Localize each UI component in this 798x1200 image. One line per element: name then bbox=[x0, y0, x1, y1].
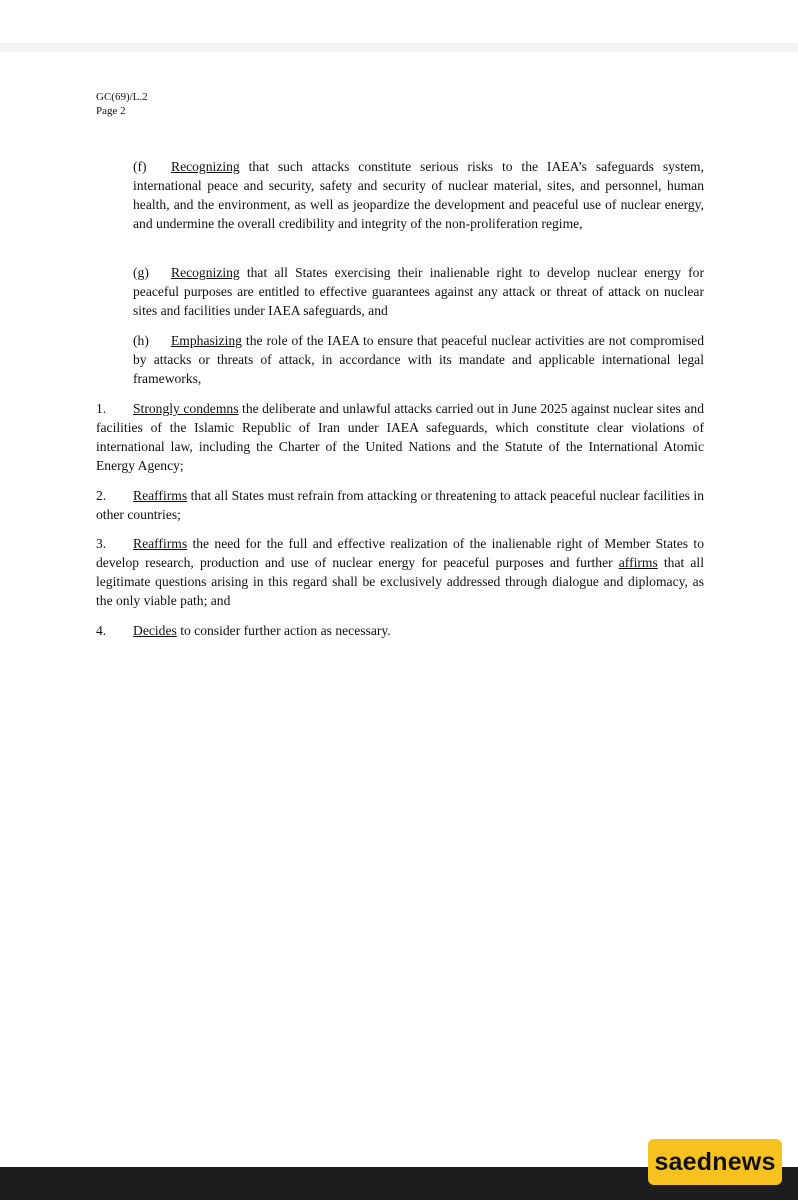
paragraph-keyword-2: affirms bbox=[618, 555, 658, 570]
paragraph-label: 4. bbox=[96, 623, 107, 638]
paragraph-text: to consider further action as necessary. bbox=[176, 623, 391, 638]
paragraph-label: (h) bbox=[133, 333, 149, 348]
paragraph-keyword: Reaffirms bbox=[133, 488, 188, 503]
preamble-paragraph-h bbox=[133, 331, 704, 388]
logo-text: saednews bbox=[654, 1147, 776, 1176]
saednews-logo bbox=[648, 1139, 782, 1185]
page-header bbox=[96, 90, 148, 118]
paragraph-text: the need for the full and effective realization of the inalienable right of Member States to develop research, production and use of nuclear energy for peaceful purposes and further bbox=[96, 536, 704, 570]
top-divider bbox=[0, 43, 798, 52]
document-page bbox=[0, 52, 798, 1168]
paragraph-keyword: Recognizing bbox=[171, 159, 240, 174]
paragraph-keyword: Recognizing bbox=[171, 265, 240, 280]
paragraph-keyword: Decides bbox=[133, 623, 177, 638]
paragraph-keyword: Reaffirms bbox=[133, 536, 188, 551]
paragraph-keyword: Emphasizing bbox=[171, 333, 242, 348]
paragraph-label: (g) bbox=[133, 265, 149, 280]
preamble-paragraph-f bbox=[133, 157, 704, 233]
paragraph-text: the deliberate and unlawful attacks carried out in June 2025 against nuclear sites and facilities of the Islamic Republic of Iran under IAEA safeguards, which constitute clear violations of international law, including the Charter of the United Nations and the Statute of the International Atomic Energy Agency; bbox=[96, 401, 704, 473]
paragraph-text: that all States exercising their inalienable right to develop nuclear energy for peaceful purposes are entitled to effective guarantees against any attack or threat of attack on nuclear sites and facilities under IAEA safeguards, and bbox=[133, 265, 704, 318]
paragraph-label: 1. bbox=[96, 401, 107, 416]
paragraph-text: that all States must refrain from attacking or threatening to attack peaceful nuclear facilities in other countries; bbox=[96, 488, 704, 522]
paragraph-label: (f) bbox=[133, 159, 147, 174]
paragraph-text: the role of the IAEA to ensure that peaceful nuclear activities are not compromised by attacks or threats of attack, in accordance with its mandate and applicable international legal frameworks, bbox=[133, 333, 704, 386]
top-bar bbox=[0, 0, 798, 43]
operative-paragraph-4 bbox=[96, 621, 704, 640]
document-code: GC(69)/L.2 bbox=[96, 91, 148, 103]
operative-paragraph-1 bbox=[96, 399, 704, 475]
preamble-paragraph-g bbox=[133, 263, 704, 320]
paragraph-label: 3. bbox=[96, 536, 107, 551]
paragraph-text-2: that all legitimate questions arising in this regard shall be exclusively addressed through dialogue and diplomacy, as the only viable path; and bbox=[96, 555, 704, 608]
page-number: Page 2 bbox=[96, 105, 126, 117]
paragraph-label: 2. bbox=[96, 488, 107, 503]
operative-paragraph-2 bbox=[96, 486, 704, 524]
operative-paragraph-3 bbox=[96, 534, 704, 610]
paragraph-text: that such attacks constitute serious risks to the IAEA’s safeguards system, international peace and security, safety and security of nuclear material, sites, and personnel, human health, and the environment, as well as jeopardize the development and peaceful use of nuclear energy, and undermine the overall credibility and integrity of the non-proliferation regime, bbox=[133, 159, 704, 231]
paragraph-keyword: Strongly condemns bbox=[133, 401, 239, 416]
